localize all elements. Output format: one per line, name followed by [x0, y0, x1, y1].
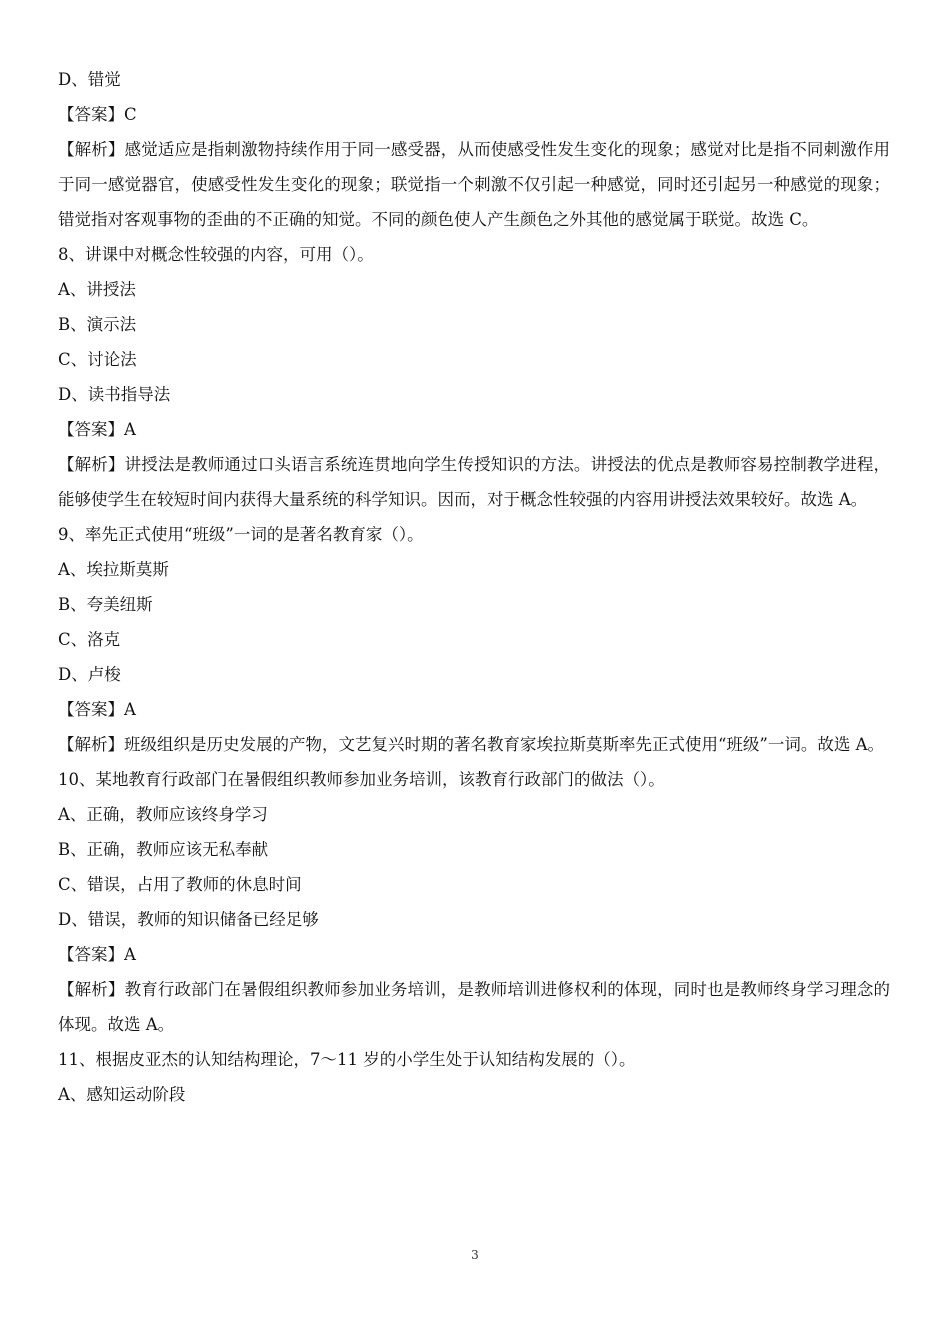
page-number: 3	[471, 1248, 479, 1262]
answer-q10: 【答案】A	[58, 945, 136, 964]
option-b-q8: B、演示法	[58, 315, 137, 334]
option-a-q8: A、讲授法	[58, 280, 136, 299]
answer-q7: 【答案】C	[58, 105, 137, 124]
explanation-q10: 【解析】教育行政部门在暑假组织教师参加业务培训，是教师培训进修权利的体现，同时也是教师终身学习理念的体现。故选 A。	[58, 980, 890, 1034]
question-11: 11、根据皮亚杰的认知结构理论，7～11 岁的小学生处于认知结构发展的（）。	[58, 1050, 636, 1069]
option-d-q9: D、卢梭	[58, 665, 121, 684]
option-c-q9: C、洛克	[58, 630, 121, 649]
answer-q9: 【答案】A	[58, 700, 136, 719]
option-a-q9: A、埃拉斯莫斯	[58, 560, 169, 579]
option-b-q10: B、正确，教师应该无私奉献	[58, 840, 269, 859]
explanation-q7: 【解析】感觉适应是指刺激物持续作用于同一感受器，从而使感受性发生变化的现象；感觉对比是指不同刺激作用于同一感觉器官，使感受性发生变化的现象；联觉指一个刺激不仅引起一种感觉，同时还引起另一种感觉的现象；错觉指对客观事物的歪曲的不正确的知觉。不同的颜色使人产生颜色之外其他的感觉属于联觉。故选 C。	[58, 140, 890, 229]
option-c-q8: C、讨论法	[58, 350, 137, 369]
document-page	[58, 62, 890, 1112]
option-a-q10: A、正确，教师应该终身学习	[58, 805, 268, 824]
option-d-q8: D、读书指导法	[58, 385, 171, 404]
question-10: 10、某地教育行政部门在暑假组织教师参加业务培训，该教育行政部门的做法（）。	[58, 770, 665, 789]
question-8: 8、讲课中对概念性较强的内容，可用（）。	[58, 245, 374, 264]
answer-q8: 【答案】A	[58, 420, 136, 439]
question-9: 9、率先正式使用“班级”一词的是著名教育家（）。	[58, 525, 424, 544]
option-c-q10: C、错误，占用了教师的休息时间	[58, 875, 302, 894]
explanation-q8: 【解析】讲授法是教师通过口头语言系统连贯地向学生传授知识的方法。讲授法的优点是教师容易控制教学进程，能够使学生在较短时间内获得大量系统的科学知识。因而，对于概念性较强的内容用讲授法效果较好。故选 A。	[58, 455, 890, 509]
option-d-q7: D、错觉	[58, 70, 121, 89]
option-d-q10: D、错误，教师的知识储备已经足够	[58, 910, 319, 929]
option-b-q9: B、夸美纽斯	[58, 595, 153, 614]
option-a-q11: A、感知运动阶段	[58, 1085, 186, 1104]
explanation-q9: 【解析】班级组织是历史发展的产物，文艺复兴时期的著名教育家埃拉斯莫斯率先正式使用“班级”一词。故选 A。	[58, 735, 885, 754]
